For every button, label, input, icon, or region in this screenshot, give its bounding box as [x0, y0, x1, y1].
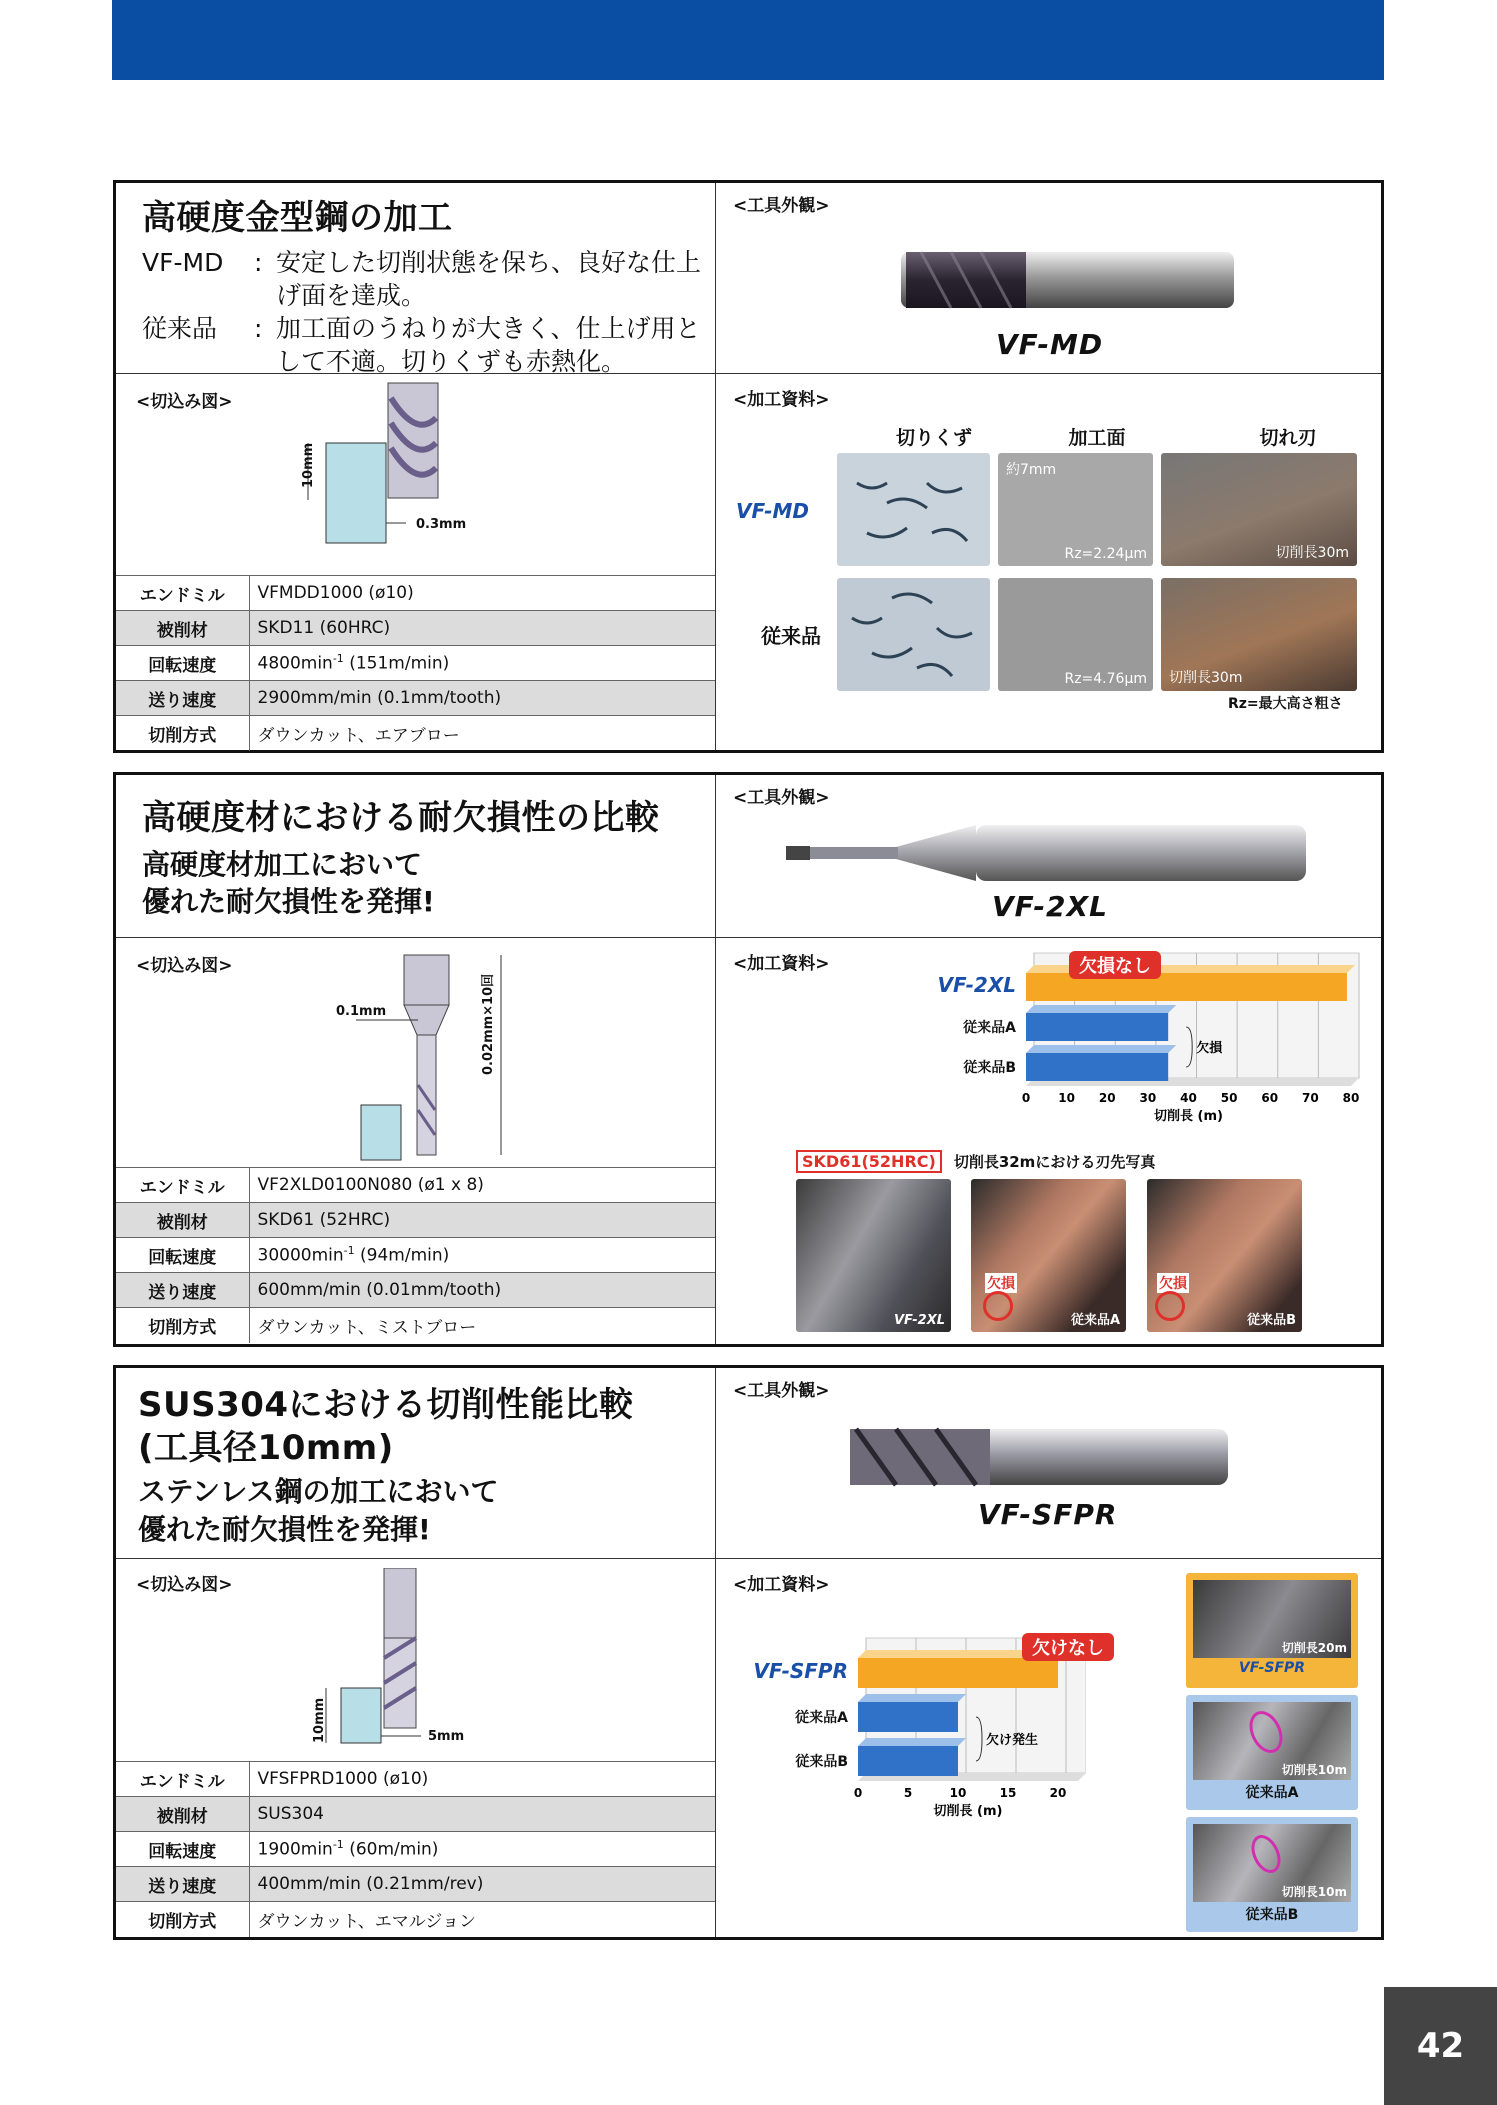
- bar-label: VF-2XL: [937, 973, 1016, 997]
- table-row: 被削材 SKD61 (52HRC): [116, 1203, 715, 1238]
- edge-photo-vf2xl: VF-2XL: [796, 1179, 951, 1332]
- section-chipping-resistance: [113, 772, 1384, 1347]
- width-dimension: 5mm: [428, 1729, 465, 1744]
- table-row: 回転速度 $4800\min^{-1}$ (151m/min): [116, 646, 715, 681]
- data-label: <加工資料>: [733, 954, 830, 974]
- appearance-label: <工具外観>: [733, 1381, 830, 1401]
- x-tick-label: 15: [999, 1786, 1017, 1800]
- page-number: 42: [1384, 1987, 1497, 2105]
- tool-model: VF-SFPR: [978, 1498, 1118, 1531]
- cut-diagram: [296, 378, 536, 558]
- x-tick-label: 10: [949, 1786, 967, 1800]
- no-chipping-badge: 欠けなし: [1022, 1633, 1114, 1661]
- bar-top: [858, 1738, 966, 1746]
- section-hardened-die-steel: [113, 180, 1384, 753]
- table-row: 切削方式 ダウンカット、エアブロー: [116, 716, 715, 751]
- x-tick-label: 0: [1021, 1091, 1031, 1105]
- x-tick-label: 5: [903, 1786, 913, 1800]
- bar-top: [1026, 1045, 1176, 1053]
- bar-top: [1026, 1005, 1176, 1013]
- surface-photo: 約7mm Rz=2.24μm: [998, 453, 1153, 566]
- x-tick-label: 30: [1139, 1091, 1157, 1105]
- x-tick-label: 0: [853, 1786, 863, 1800]
- spec-table: [116, 1167, 715, 1343]
- section-sus304-performance: [113, 1365, 1384, 1940]
- bar: [858, 1746, 958, 1776]
- photo-caption: 切削長32mにおける刃先写真: [953, 1153, 1156, 1171]
- table-row: 切削方式 ダウンカット、ミストブロー: [116, 1308, 715, 1343]
- bar-label: VF-SFPR: [753, 1659, 848, 1683]
- side-photo-conventional-a: 切削長10m 従来品A: [1186, 1695, 1358, 1810]
- bar: [858, 1702, 958, 1732]
- table-row: 切削方式 ダウンカット、エマルジョン: [116, 1902, 715, 1937]
- section-sub1: ステンレス鋼の加工において: [138, 1475, 499, 1508]
- table-row: エンドミル VFSFPRD1000 (ø10): [116, 1762, 715, 1797]
- cut-diagram-label: <切込み図>: [136, 392, 233, 412]
- cut-diagram: [296, 1568, 536, 1768]
- x-axis-label: 切削長 (m): [933, 1804, 1003, 1819]
- tool-model: VF-MD: [996, 328, 1104, 361]
- bracket-note: 欠損: [1196, 1041, 1223, 1056]
- edge-photo: 切削長30m: [1161, 578, 1357, 691]
- surface-photo: Rz=4.76μm: [998, 578, 1153, 691]
- table-row: エンドミル VFMDD1000 (ø10): [116, 576, 715, 611]
- cutting-length-chart: [756, 943, 1376, 1128]
- depth-dimension: 10mm: [312, 1697, 327, 1743]
- tool-model: VF-2XL: [992, 890, 1108, 923]
- x-tick-label: 70: [1302, 1091, 1319, 1105]
- tool-image: [791, 248, 1371, 318]
- header-bar: [112, 0, 1384, 80]
- bracket-note: 欠け発生: [986, 1733, 1039, 1748]
- material-tag: SKD61(52HRC): [796, 1150, 942, 1173]
- width-dimension: 0.3mm: [416, 517, 467, 532]
- x-tick-label: 10: [1058, 1091, 1075, 1105]
- side-photo-conventional-b: 切削長10m 従来品B: [1186, 1817, 1358, 1932]
- chip-photo: [837, 578, 990, 691]
- x-tick-label: 80: [1342, 1091, 1360, 1105]
- table-row: 被削材 SKD11 (60HRC): [116, 611, 715, 646]
- edge-photo-conventional-b: 欠損 従来品B: [1147, 1179, 1302, 1332]
- bar: [858, 1658, 1058, 1688]
- section-sub2: 優れた耐欠損性を発揮!: [138, 1512, 431, 1546]
- no-chipping-badge: 欠損なし: [1069, 951, 1161, 979]
- x-axis-label: 切削長 (m): [1154, 1109, 1223, 1124]
- tool-image: [836, 1423, 1356, 1493]
- cut-diagram-label: <切込み図>: [136, 956, 233, 976]
- section-title: 高硬度材における耐欠損性の比較: [142, 798, 660, 838]
- depth-dimension: 0.02mm×10回: [481, 973, 496, 1075]
- bar-label: 従来品B: [795, 1754, 848, 1770]
- section-title: SUS304における切削性能比較: [138, 1385, 634, 1425]
- section-sub1: 高硬度材加工において: [142, 847, 423, 881]
- width-dimension: 0.1mm: [336, 1004, 387, 1019]
- row-label-vfmd: VF-MD: [736, 499, 809, 523]
- bar: [1026, 1053, 1168, 1081]
- x-tick-label: 60: [1261, 1091, 1279, 1105]
- section-description: VF-MD : 安定した切削状態を保ち、良好な仕上げ面を達成。 従来品 : 加工面のうねりが大きく、仕上げ用として不適。切りくずも赤熱化。: [142, 247, 702, 376]
- row-label-conventional: 従来品: [761, 624, 821, 648]
- depth-dimension: 10mm: [301, 442, 316, 488]
- edge-photo-conventional-a: 欠損 従来品A: [971, 1179, 1126, 1332]
- cut-diagram-label: <切込み図>: [136, 1575, 233, 1595]
- appearance-label: <工具外観>: [733, 788, 830, 808]
- x-tick-label: 20: [1049, 1786, 1067, 1800]
- data-label: <加工資料>: [733, 1575, 830, 1595]
- section-title-2: (工具径10mm): [138, 1427, 394, 1468]
- table-row: 送り速度 2900mm/min (0.1mm/tooth): [116, 681, 715, 716]
- edge-photo: 切削長30m: [1161, 453, 1357, 566]
- column-headers: 切りくず 加工面 切れ刃: [895, 427, 1317, 449]
- bar-top: [858, 1694, 966, 1702]
- spec-table: [116, 1761, 715, 1937]
- x-tick-label: 50: [1220, 1091, 1238, 1105]
- section-title: 高硬度金型鋼の加工: [142, 198, 453, 238]
- cut-diagram: [296, 945, 576, 1170]
- table-row: 送り速度 400mm/min (0.21mm/rev): [116, 1867, 715, 1902]
- bar-label: 従来品A: [963, 1020, 1016, 1036]
- rz-note: Rz=最大高さ粗さ: [1228, 696, 1343, 712]
- spec-table: [116, 575, 715, 751]
- side-photo-vfsfpr: 切削長20m VF-SFPR: [1186, 1573, 1358, 1688]
- table-row: 被削材 SUS304: [116, 1797, 715, 1832]
- section-sub2: 優れた耐欠損性を発揮!: [142, 885, 435, 919]
- bar: [1026, 1013, 1168, 1041]
- bar-label: 従来品B: [963, 1060, 1016, 1076]
- tool-image: [766, 813, 1346, 888]
- x-tick-label: 20: [1098, 1091, 1116, 1105]
- chip-photo: [837, 453, 990, 566]
- table-row: 送り速度 600mm/min (0.01mm/tooth): [116, 1273, 715, 1308]
- bar-label: 従来品A: [795, 1710, 848, 1726]
- x-tick-label: 40: [1180, 1091, 1197, 1105]
- appearance-label: <工具外観>: [733, 196, 830, 216]
- data-label: <加工資料>: [733, 390, 830, 410]
- table-row: エンドミル VF2XLD0100N080 (ø1 x 8): [116, 1168, 715, 1203]
- table-row: 回転速度 $1900\min^{-1}$ (60m/min): [116, 1832, 715, 1867]
- table-row: 回転速度 $30000\min^{-1}$ (94m/min): [116, 1238, 715, 1273]
